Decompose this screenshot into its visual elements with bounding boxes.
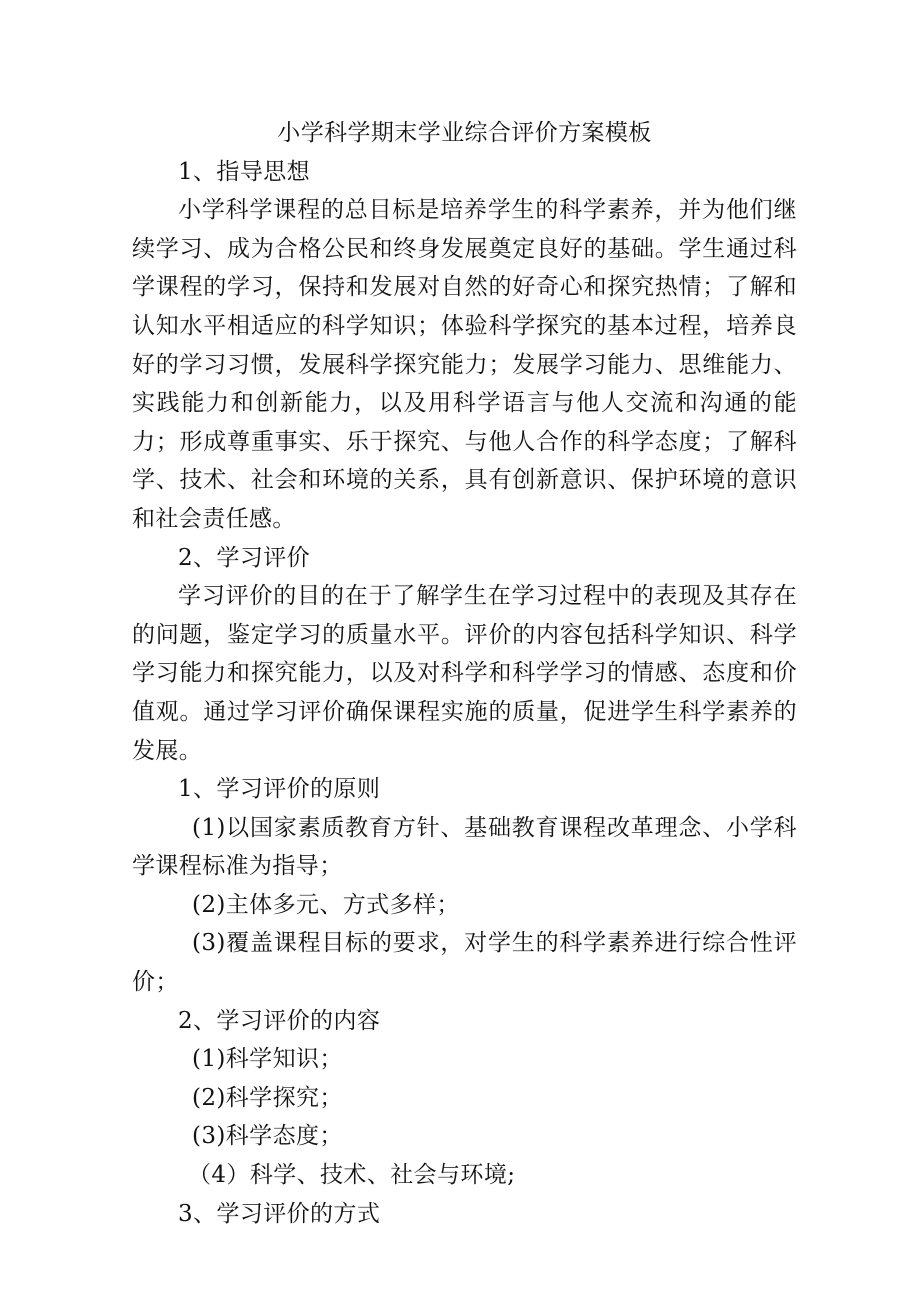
list-item-content-3: (3)科学态度； <box>192 1123 343 1150</box>
subheading-evaluation-content: 2、学习评价的内容 <box>178 1007 381 1034</box>
list-item-content-4: （4）科学、技术、社会与环境; <box>188 1162 516 1189</box>
section-heading-guiding-ideology: 1、指导思想 <box>178 158 311 185</box>
list-item-principle-3: (3)覆盖课程目标的要求，对学生的科学素养进行综合性评价； <box>132 930 797 996</box>
paragraph-course-goals: 小学科学课程的总目标是培养学生的科学素养，并为他们继续学习、成为合格公民和终身发展奠定良好的基础。学生通过科学课程的学习，保持和发展对自然的好奇心和探究热情；了解和认知水平相适应的科学知识；体验科学探究的基本过程，培养良好的学习习惯，发展科学探究能力；发展学习能力、思维能力、实践能力和创新能力，以及用科学语言与他人交流和沟通的能力；形成尊重事实、乐于探究、与他人合作的科学态度；了解科学、技术、社会和环境的关系，具有创新意识、保护环境的意识和社会责任感。 <box>132 197 797 532</box>
list-item-content-2: (2)科学探究； <box>192 1084 343 1111</box>
subheading-evaluation-principles: 1、学习评价的原则 <box>178 776 381 803</box>
list-item-content-1: (1)科学知识； <box>192 1046 343 1073</box>
section-heading-learning-evaluation: 2、学习评价 <box>178 544 311 571</box>
subheading-evaluation-methods: 3、学习评价的方式 <box>178 1200 381 1227</box>
document-body <box>132 114 797 1233</box>
list-item-principle-1: (1)以国家素质教育方针、基础教育课程改革理念、小学科学课程标准为指导； <box>132 814 797 880</box>
document-title: 小学科学期末学业综合评价方案模板 <box>277 120 652 146</box>
list-item-principle-2: (2)主体多元、方式多样； <box>192 891 460 918</box>
paragraph-evaluation-purpose: 学习评价的目的在于了解学生在学习过程中的表现及其存在的问题，鉴定学习的质量水平。评价的内容包括科学知识、科学学习能力和探究能力，以及对科学和科学学习的情感、态度和价值观。通过学习评价确保课程实施的质量，促进学生科学素养的发展。 <box>132 583 797 764</box>
